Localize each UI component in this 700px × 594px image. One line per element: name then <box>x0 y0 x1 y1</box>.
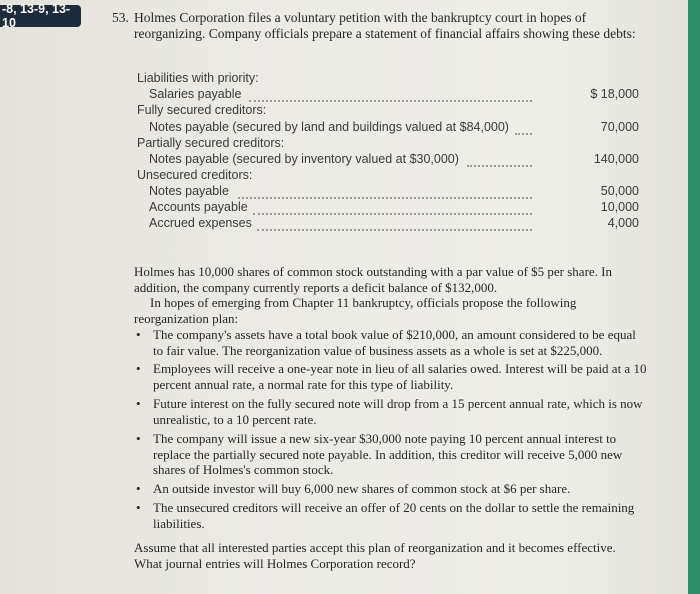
partially-secured-notes-label: Notes payable (secured by inventory valued at $30,000) <box>149 152 459 166</box>
accrued-expenses-amount: 4,000 <box>607 216 639 230</box>
accounts-payable-amount: 10,000 <box>600 200 639 214</box>
leader-dots <box>515 133 532 135</box>
salaries-label: Salaries payable <box>149 87 242 101</box>
bullet-icon: • <box>136 500 141 515</box>
leader-dots <box>257 229 532 231</box>
fully-secured-header: Fully secured creditors: <box>137 103 267 117</box>
priority-header: Liabilities with priority: <box>137 71 259 85</box>
leader-dots <box>238 197 532 199</box>
plan-item-assets: The company's assets have a total book value of $210,000, an amount considered to be equal to fair value. The reorganization value of business assets as a whole is set at $225,000. <box>153 327 636 358</box>
bullet-icon: • <box>136 361 141 376</box>
debts-statement <box>137 71 643 241</box>
plan-intro-paragraph: In hopes of emerging from Chapter 11 bankruptcy, officials propose the following reorganization plan: <box>134 295 577 326</box>
bullet-icon: • <box>136 327 141 342</box>
leader-dots <box>249 100 532 102</box>
plan-item-employees: Employees will receive a one-year note in lieu of all salaries owed. Interest will be paid at a 10 percent annual rate, a normal rate for this type of liability. <box>153 361 647 392</box>
partially-secured-header: Partially secured creditors: <box>137 136 285 150</box>
closing-question: Assume that all interested parties accept this plan of reorganization and it becomes effective. What journal entries will Holmes Corporation record? <box>134 540 616 571</box>
accrued-expenses-label: Accrued expenses <box>149 216 252 230</box>
bullet-icon: • <box>136 396 141 411</box>
fully-secured-notes-amount: 70,000 <box>600 120 639 134</box>
bullet-icon: • <box>136 481 141 496</box>
leader-dots <box>253 213 532 215</box>
plan-item-partially-secured: The company will issue a new six-year $30,000 note paying 10 percent annual interest to replace the partially secured note payable. In addition, this creditor will receive 5,000 new shares of Holmes's common stock. <box>153 431 623 477</box>
salaries-amount: $ 18,000 <box>590 87 639 101</box>
leader-dots <box>467 165 532 167</box>
plan-item-fully-secured: Future interest on the fully secured note will drop from a 15 percent annual rate, which is now unrealistic, to a 10 percent rate. <box>153 396 643 427</box>
problem-range-badge: -8, 13-9, 13-10 <box>0 5 81 27</box>
fully-secured-notes-label: Notes payable (secured by land and buildings valued at $84,000) <box>149 120 509 134</box>
question-number: 53. <box>112 10 129 25</box>
notes-payable-label: Notes payable <box>149 184 229 198</box>
plan-item-unsecured: The unsecured creditors will receive an offer of 20 cents on the dollar to settle the remaining liabilities. <box>153 500 635 531</box>
bullet-icon: • <box>136 431 141 446</box>
partially-secured-notes-amount: 140,000 <box>593 152 639 166</box>
unsecured-header: Unsecured creditors: <box>137 168 253 182</box>
stock-paragraph: Holmes has 10,000 shares of common stock outstanding with a par value of $5 per share. In addition, the company currently reports a deficit balance of $132,000. <box>134 264 613 295</box>
plan-item-investor: An outside investor will buy 6,000 new shares of common stock at $6 per share. <box>153 481 571 496</box>
accounts-payable-label: Accounts payable <box>149 200 248 214</box>
page-edge <box>688 0 700 594</box>
notes-payable-amount: 50,000 <box>600 184 639 198</box>
question-intro: Holmes Corporation files a voluntary petition with the bankruptcy court in hopes of reorganizing. Company officials prepare a statement of financial affairs showing these debts: <box>134 10 636 41</box>
